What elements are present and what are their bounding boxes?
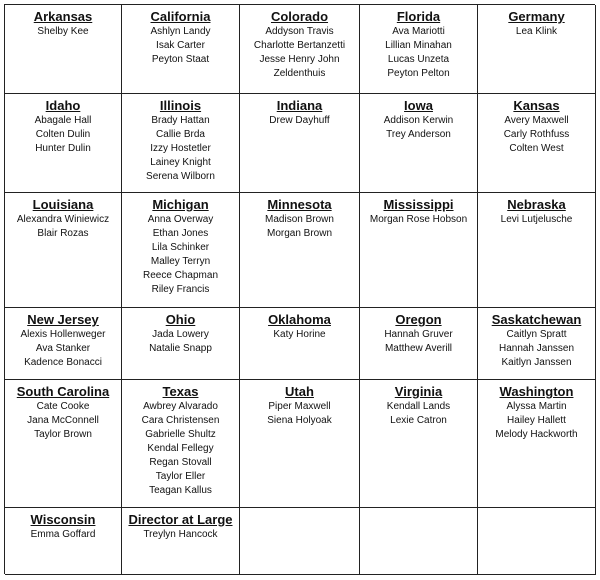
- state-heading: Iowa: [404, 98, 433, 113]
- cell-florida: [360, 5, 478, 94]
- member-name: Morgan Brown: [266, 228, 333, 239]
- member-name: Izzy Hostetler: [150, 143, 211, 154]
- member-name: Regan Stovall: [149, 457, 212, 468]
- cell-illinois: [122, 94, 240, 193]
- cell-virginia: [360, 380, 478, 508]
- member-name: Peyton Staat: [151, 54, 210, 65]
- cell-south-carolina: [5, 380, 122, 508]
- cell-ohio: [122, 308, 240, 380]
- state-heading: Virginia: [394, 384, 443, 399]
- cell-germany: [478, 5, 596, 94]
- member-name: Lila Schinker: [151, 242, 210, 253]
- member-list: [240, 114, 359, 128]
- member-name: Lea Klink: [515, 26, 558, 37]
- member-list: [5, 328, 121, 370]
- state-heading: Wisconsin: [30, 512, 96, 527]
- state-heading: Germany: [508, 9, 565, 24]
- state-heading: Washington: [499, 384, 574, 399]
- member-list: [122, 400, 239, 498]
- member-list: [478, 400, 595, 442]
- member-name: Cate Cooke: [36, 401, 90, 412]
- member-list: [5, 213, 121, 241]
- member-name: Awbrey Alvarado: [143, 401, 218, 412]
- cell-mississippi: [360, 193, 478, 308]
- empty-cell: [240, 508, 360, 575]
- cell-indiana: [240, 94, 360, 193]
- state-heading: Ohio: [165, 312, 196, 327]
- state-heading: Indiana: [276, 98, 323, 113]
- member-list: [240, 213, 359, 241]
- member-name: Reece Chapman: [142, 270, 219, 281]
- member-name: Treylyn Hancock: [143, 529, 218, 540]
- cell-nebraska: [478, 193, 596, 308]
- state-heading: Illinois: [159, 98, 202, 113]
- member-name: Alexis Hollenweger: [20, 329, 106, 340]
- state-heading: South Carolina: [16, 384, 110, 399]
- member-name: Jana McConnell: [27, 415, 99, 426]
- member-name: Lucas Unzeta: [387, 54, 450, 65]
- member-name: Shelby Kee: [37, 26, 89, 37]
- member-list: [240, 25, 359, 81]
- cell-arkansas: [5, 5, 122, 94]
- state-heading: Florida: [396, 9, 441, 24]
- state-heading: Mississippi: [383, 197, 454, 212]
- cell-washington: [478, 380, 596, 508]
- cell-kansas: [478, 94, 596, 193]
- member-list: [122, 213, 239, 297]
- member-name: Matthew Averill: [384, 343, 453, 354]
- cell-oregon: [360, 308, 478, 380]
- state-heading: Louisiana: [32, 197, 94, 212]
- member-name: Taylor Eller: [155, 471, 206, 482]
- member-name: Carly Rothfuss: [503, 129, 570, 140]
- cell-new-jersey: [5, 308, 122, 380]
- state-heading: Minnesota: [267, 197, 332, 212]
- cell-oklahoma: [240, 308, 360, 380]
- member-list: [122, 328, 239, 356]
- state-heading: Texas: [162, 384, 199, 399]
- cell-minnesota: [240, 193, 360, 308]
- member-name: Avery Maxwell: [504, 115, 569, 126]
- member-name: Anna Overway: [147, 214, 214, 225]
- member-name: Teagan Kallus: [149, 485, 212, 496]
- member-name: Alexandra Winiewicz: [16, 214, 110, 225]
- member-name: Emma Goffard: [30, 529, 96, 540]
- member-list: [240, 328, 359, 342]
- member-name: Ashlyn Landy: [150, 26, 211, 37]
- member-name: Hunter Dulin: [35, 143, 91, 154]
- member-name: Taylor Brown: [34, 429, 92, 440]
- member-name: Lillian Minahan: [385, 40, 452, 51]
- member-name: Charlotte Bertanzetti: [253, 40, 346, 51]
- member-name: Riley Francis: [151, 284, 210, 295]
- state-heading: Michigan: [152, 197, 209, 212]
- member-name: Katy Horine: [273, 329, 326, 340]
- roster-table: [4, 4, 595, 574]
- cell-louisiana: [5, 193, 122, 308]
- member-list: [360, 328, 477, 356]
- member-name: Brady Hattan: [151, 115, 210, 126]
- member-name: Ava Stanker: [35, 343, 91, 354]
- empty-cell: [478, 508, 596, 575]
- member-name: Kendall Lands: [386, 401, 451, 412]
- member-name: Jada Lowery: [152, 329, 209, 340]
- member-name: Callie Brda: [156, 129, 205, 140]
- member-list: [5, 528, 121, 542]
- member-list: [240, 400, 359, 428]
- member-name: Lainey Knight: [150, 157, 211, 168]
- member-name: Addyson Travis: [265, 26, 334, 37]
- member-list: [360, 25, 477, 81]
- empty-cell: [360, 508, 478, 575]
- member-name: Cara Christensen: [141, 415, 220, 426]
- member-name: Levi Lutjelusche: [500, 214, 573, 225]
- member-name: Ava Mariotti: [392, 26, 445, 37]
- member-list: [360, 114, 477, 142]
- cell-idaho: [5, 94, 122, 193]
- member-name: Hailey Hallett: [507, 415, 566, 426]
- member-name: Siena Holyoak: [267, 415, 332, 426]
- cell-wisconsin: [5, 508, 122, 575]
- cell-iowa: [360, 94, 478, 193]
- member-name: Piper Maxwell: [268, 401, 331, 412]
- member-name: Melody Hackworth: [495, 429, 578, 440]
- state-heading: Director at Large: [128, 512, 233, 527]
- member-name: Hannah Janssen: [498, 343, 575, 354]
- member-list: [5, 25, 121, 39]
- member-name: Natalie Snapp: [149, 343, 212, 354]
- cell-michigan: [122, 193, 240, 308]
- member-name: Alyssa Martin: [506, 401, 567, 412]
- cell-texas: [122, 380, 240, 508]
- state-heading: New Jersey: [27, 312, 99, 327]
- member-name: Serena Wilborn: [146, 171, 215, 182]
- cell-colorado: [240, 5, 360, 94]
- state-heading: Oregon: [395, 312, 442, 327]
- member-list: [360, 400, 477, 428]
- member-name: Lexie Catron: [390, 415, 447, 426]
- state-heading: Colorado: [270, 9, 329, 24]
- member-name: Blair Rozas: [37, 228, 89, 239]
- state-heading: Kansas: [513, 98, 560, 113]
- member-name: Kendal Fellegy: [147, 443, 214, 454]
- state-heading: Arkansas: [33, 9, 93, 24]
- member-name: Drew Dayhuff: [269, 115, 330, 126]
- member-name: Abagale Hall: [34, 115, 92, 126]
- member-name: Gabrielle Shultz: [145, 429, 216, 440]
- member-name: Peyton Pelton: [387, 68, 450, 79]
- member-name: Trey Anderson: [386, 129, 451, 140]
- cell-utah: [240, 380, 360, 508]
- member-name: Malley Terryn: [150, 256, 211, 267]
- member-list: [5, 114, 121, 156]
- state-heading: Nebraska: [507, 197, 566, 212]
- member-list: [5, 400, 121, 442]
- cell-director-at-large: [122, 508, 240, 575]
- member-list: [122, 114, 239, 184]
- member-list: [478, 25, 595, 39]
- state-heading: Utah: [285, 384, 314, 399]
- member-name: Colten Dulin: [35, 129, 91, 140]
- member-name: Kadence Bonacci: [24, 357, 102, 368]
- state-heading: Idaho: [45, 98, 81, 113]
- member-list: [478, 213, 595, 227]
- member-name: Colten West: [509, 143, 564, 154]
- member-name: Caitlyn Spratt: [506, 329, 567, 340]
- member-list: [478, 328, 595, 370]
- member-list: [122, 25, 239, 67]
- cell-saskatchewan: [478, 308, 596, 380]
- member-name: Kaitlyn Janssen: [501, 357, 572, 368]
- member-name: Isak Carter: [156, 40, 205, 51]
- member-list: [478, 114, 595, 156]
- member-name: Ethan Jones: [152, 228, 209, 239]
- member-name: Addison Kerwin: [383, 115, 454, 126]
- member-list: [122, 528, 239, 542]
- state-heading: Saskatchewan: [491, 312, 582, 327]
- cell-california: [122, 5, 240, 94]
- state-heading: Oklahoma: [268, 312, 331, 327]
- member-name: Zeldenthuis: [273, 68, 326, 79]
- member-name: Hannah Gruver: [384, 329, 453, 340]
- member-name: Morgan Rose Hobson: [369, 214, 468, 225]
- member-name: Madison Brown: [265, 214, 334, 225]
- member-name: Jesse Henry John: [259, 54, 340, 65]
- state-heading: California: [150, 9, 211, 24]
- member-list: [360, 213, 477, 227]
